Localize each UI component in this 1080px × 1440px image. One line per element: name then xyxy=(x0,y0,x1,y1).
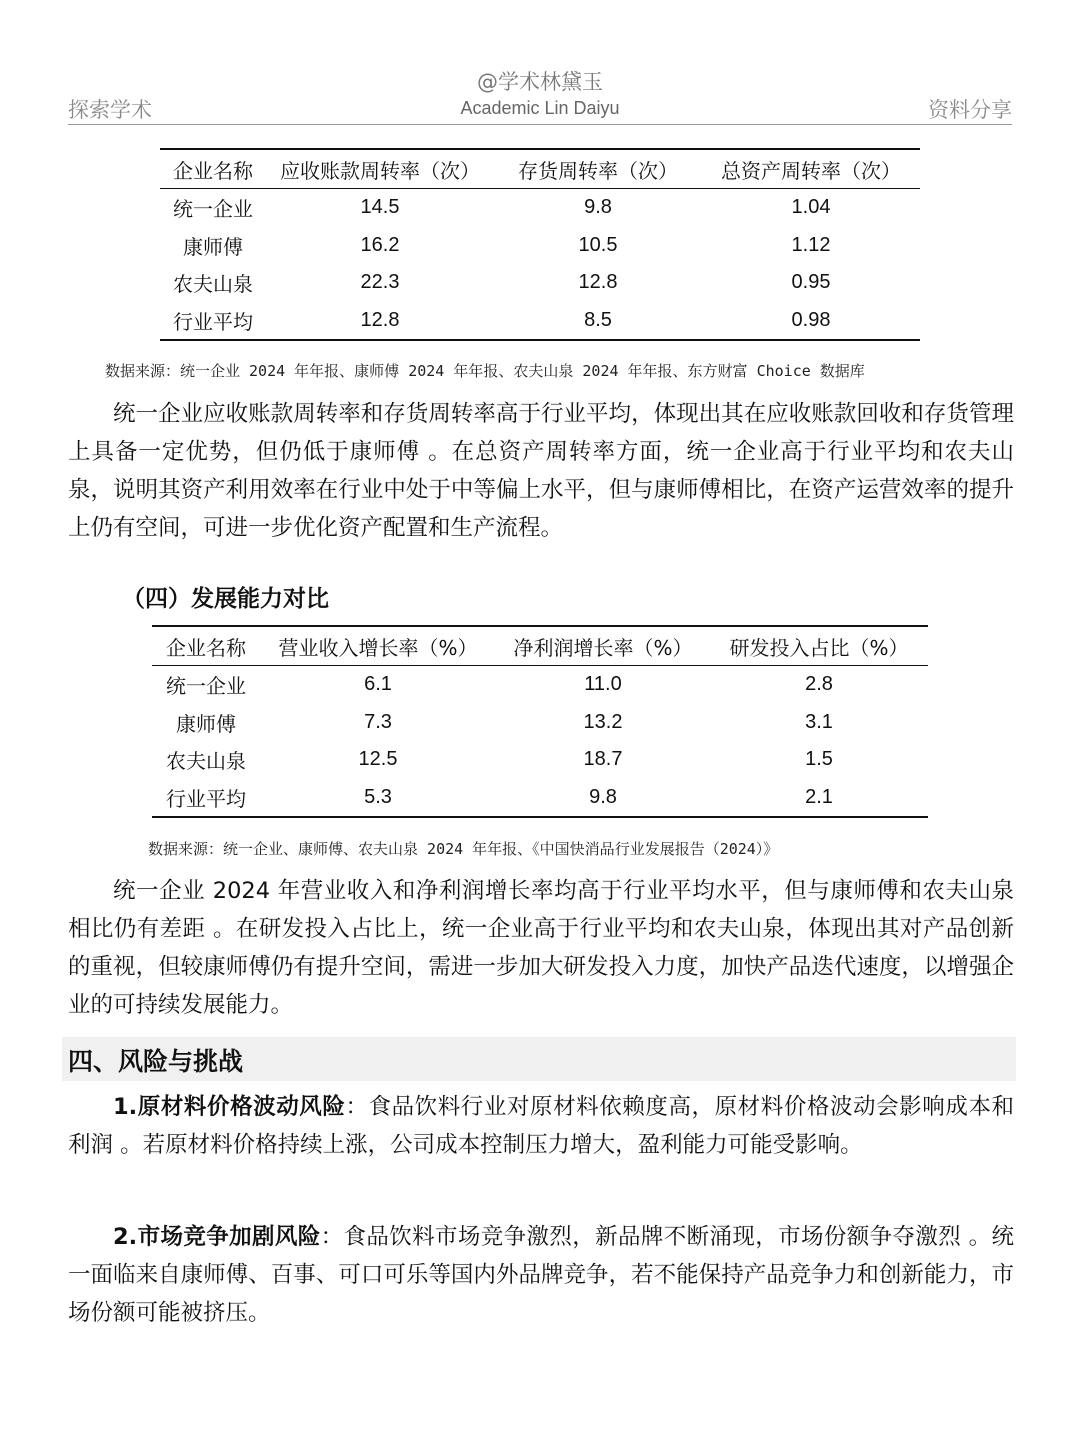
column-header: 企业名称 xyxy=(152,626,260,666)
column-header: 存货周转率（次） xyxy=(494,149,702,189)
table-cell: 康师傅 xyxy=(176,711,236,736)
table-row xyxy=(152,666,928,704)
table-cell: 2.1 xyxy=(710,779,928,818)
table-header-row xyxy=(152,626,928,666)
column-header: 企业名称 xyxy=(160,149,266,189)
table-cell: 12.8 xyxy=(266,302,494,341)
column-header: 营业收入增长率（%） xyxy=(260,626,496,666)
table-cell: 12.5 xyxy=(358,748,398,771)
risk-text: ：食品饮料行业对原材料依赖度高，原材料价格波动会影响成本和利润 。若原材料价格持续上涨，公司成本控制压力增大，盈利能力可能受影响。 xyxy=(68,1094,1014,1158)
table-cell: 18.7 xyxy=(583,748,623,771)
table-cell: 11.0 xyxy=(584,673,622,696)
table-cell: 13.2 xyxy=(583,710,623,733)
subsection-title: （四）发展能力对比 xyxy=(122,586,329,612)
body-paragraph: 统一企业应收账款周转率和存货周转率高于行业平均，体现出其在应收账款回收和存货管理上具备一定优势，但仍低于康师傅 。在总资产周转率方面，统一企业高于行业平均和农夫山泉，说明其资产利用效率在行业中处于中等偏上水平，但与康师傅相比，在资产运营效率的提升上仍有空间，可进一步优化资产配置和生产流程。 xyxy=(68,401,1014,541)
table-cell: 22.3 xyxy=(360,271,400,294)
table-row xyxy=(160,264,920,302)
table-cell: 统一企业 xyxy=(166,674,246,699)
section-heading-bar xyxy=(62,1037,1016,1081)
table-cell: 0.95 xyxy=(791,271,831,294)
column-header: 应收账款周转率（次） xyxy=(266,149,494,189)
table-cell: 2.8 xyxy=(805,673,833,696)
table-cell: 10.5 xyxy=(578,233,618,256)
table-source-note: 数据来源：统一企业、康师傅、农夫山泉 2024 年年报、《中国快消品行业发展报告（2024）》 xyxy=(148,840,779,858)
table-row xyxy=(160,227,920,265)
turnover-table xyxy=(160,148,920,341)
table-cell: 16.2 xyxy=(360,233,400,256)
header-center-text: Academic Lin Daiyu xyxy=(460,98,620,118)
table-cell: 1.04 xyxy=(791,196,831,219)
header-left-text: 探索学术 xyxy=(68,98,152,122)
body-paragraph: 统一企业 2024 年营业收入和净利润增长率均高于行业平均水平，但与康师傅和农夫山泉相比仍有差距 。在研发投入占比上，统一企业高于行业平均和农夫山泉，体现出其对产品创新的重视，但较康师傅仍有提升空间，需进一步加大研发投入力度，加快产品迭代速度，以增强企业的可持续发展能力。 xyxy=(68,878,1014,1018)
page-header xyxy=(68,94,1012,125)
growth-table xyxy=(152,625,928,818)
column-header: 净利润增长率（%） xyxy=(496,626,710,666)
risk-paragraph xyxy=(68,1088,1014,1164)
table-row xyxy=(160,189,920,227)
table-cell: 12.8 xyxy=(578,271,618,294)
watermark-handle: @学术林黛玉 xyxy=(477,70,603,94)
table-cell: 康师傅 xyxy=(183,234,243,259)
table-cell: 8.5 xyxy=(494,302,702,341)
table-row xyxy=(160,302,920,341)
table-cell: 9.8 xyxy=(584,196,612,219)
table-cell: 1.5 xyxy=(805,748,833,771)
section-title: 四、风险与挑战 xyxy=(68,1047,244,1076)
table-row xyxy=(152,704,928,742)
table-cell: 3.1 xyxy=(805,710,833,733)
table-cell: 5.3 xyxy=(260,779,496,818)
table-source-note: 数据来源：统一企业 2024 年年报、康师傅 2024 年年报、农夫山泉 2024 年年报、东方财富 Choice 数据库 xyxy=(105,362,865,380)
risk-paragraph xyxy=(68,1218,1014,1332)
table-row xyxy=(152,779,928,818)
table-cell: 统一企业 xyxy=(173,197,253,222)
table-cell: 14.5 xyxy=(360,196,400,219)
table-header-row xyxy=(160,149,920,189)
risk-text: ：食品饮料市场竞争激烈，新品牌不断涌现，市场份额争夺激烈 。统一面临来自康师傅、百事、可口可乐等国内外品牌竞争，若不能保持产品竞争力和创新能力，市场份额可能被挤压。 xyxy=(68,1224,1014,1326)
table-cell: 0.98 xyxy=(702,302,920,341)
table-cell: 行业平均 xyxy=(152,779,260,818)
table-cell: 6.1 xyxy=(364,673,392,696)
table-cell: 7.3 xyxy=(364,710,392,733)
table-cell: 9.8 xyxy=(496,779,710,818)
table-row xyxy=(152,741,928,779)
column-header: 总资产周转率（次） xyxy=(702,149,920,189)
table-cell: 行业平均 xyxy=(160,302,266,341)
table-cell: 农夫山泉 xyxy=(173,272,253,297)
column-header: 研发投入占比（%） xyxy=(710,626,928,666)
table-cell: 农夫山泉 xyxy=(166,749,246,774)
header-right-text: 资料分享 xyxy=(928,98,1012,122)
risk-lead: 2.市场竞争加剧风险 xyxy=(113,1224,321,1250)
risk-lead: 1.原材料价格波动风险 xyxy=(113,1094,346,1120)
table-cell: 1.12 xyxy=(791,233,831,256)
